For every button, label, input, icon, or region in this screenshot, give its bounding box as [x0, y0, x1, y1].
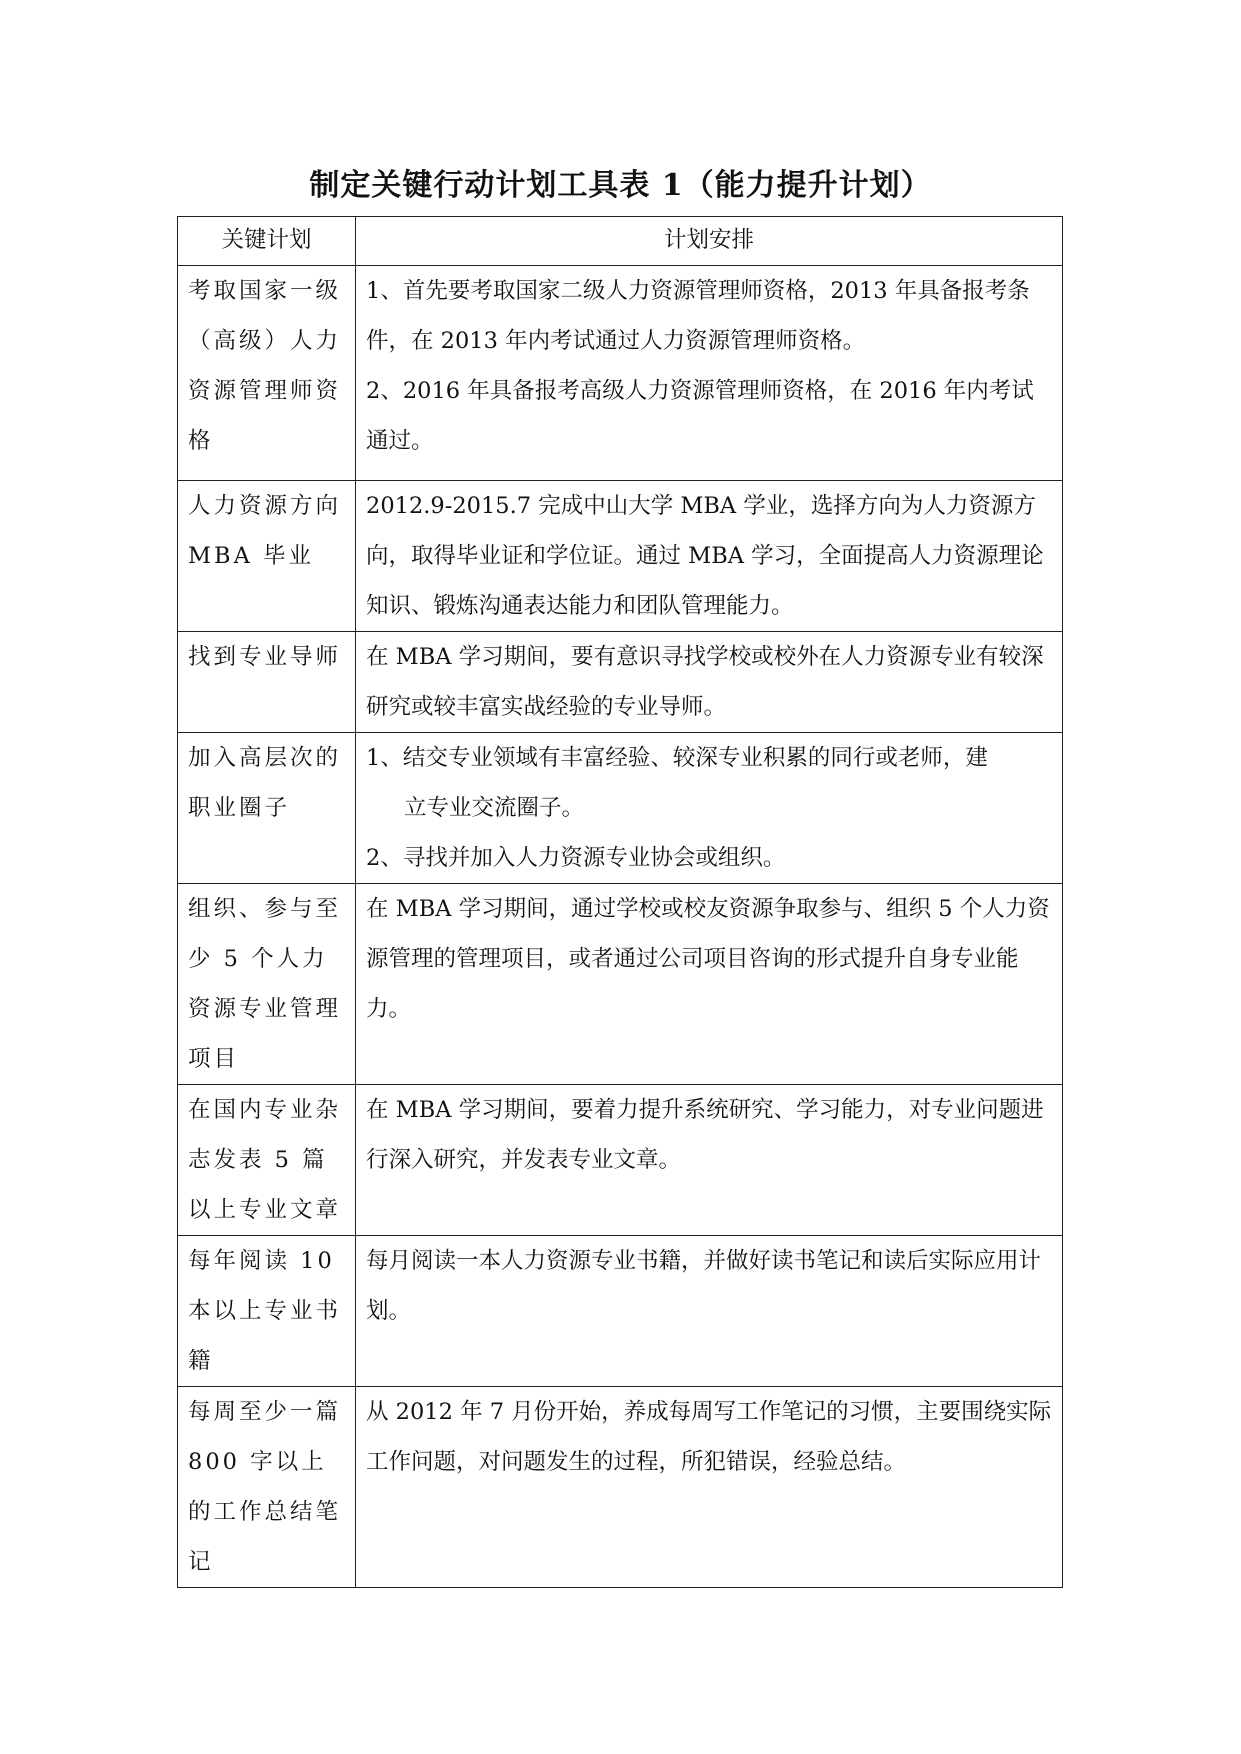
plan-arrangement-cell: [356, 1236, 1063, 1387]
plan-line: 在 MBA 学习期间，要有意识寻找学校或校外在人力资源专业有较深研究或较丰富实战经验的专业导师。: [366, 644, 1044, 720]
plan-arrangement-cell: [356, 1085, 1063, 1236]
header-plan-arrangement: 计划安排: [356, 217, 1063, 266]
key-plan-cell: 在国内专业杂志发表 5 篇以上专业文章: [178, 1085, 356, 1236]
plan-line: 2、2016 年具备报考高级人力资源管理师资格，在 2016 年内考试通过。: [366, 378, 1034, 454]
key-plan-cell: 找到专业导师: [178, 632, 356, 733]
table-row: [178, 481, 1063, 632]
table-row: [178, 884, 1063, 1085]
key-plan-cell: 每年阅读 10 本以上专业书籍: [178, 1236, 356, 1387]
plan-line: 在 MBA 学习期间，通过学校或校友资源争取参与、组织 5 个人力资源管理的管理项目，或者通过公司项目咨询的形式提升自身专业能力。: [366, 896, 1050, 1022]
header-key-plan: 关键计划: [178, 217, 356, 266]
key-plan-cell: 加入高层次的职业圈子: [178, 733, 356, 884]
plan-line: 1、结交专业领域有丰富经验、较深专业积累的同行或老师，建: [366, 745, 988, 771]
plan-line: 在 MBA 学习期间，要着力提升系统研究、学习能力，对专业问题进行深入研究，并发表专业文章。: [366, 1097, 1044, 1173]
plan-arrangement-cell: [356, 632, 1063, 733]
plan-line: 2012.9-2015.7 完成中山大学 MBA 学业，选择方向为人力资源方向，取得毕业证和学位证。通过 MBA 学习，全面提高人力资源理论知识、锻炼沟通表达能力和团队管理能力。: [366, 493, 1044, 619]
plan-arrangement-cell: [356, 481, 1063, 632]
action-plan-table: [177, 216, 1063, 1588]
table-row: [178, 733, 1063, 884]
key-plan-cell: 人力资源方向 MBA 毕业: [178, 481, 356, 632]
plan-arrangement-cell: [356, 1387, 1063, 1588]
page-title: 制定关键行动计划工具表 1（能力提升计划）: [309, 168, 932, 203]
plan-arrangement-cell: [356, 733, 1063, 884]
plan-line: 立专业交流圈子。: [404, 795, 585, 821]
plan-arrangement-cell: [356, 266, 1063, 481]
table-header-row: [178, 217, 1063, 266]
table-row: [178, 1085, 1063, 1236]
plan-arrangement-cell: [356, 884, 1063, 1085]
key-plan-cell: 组织、参与至少 5 个人力资源专业管理项目: [178, 884, 356, 1085]
plan-line: 从 2012 年 7 月份开始，养成每周写工作笔记的习惯，主要围绕实际工作问题，对问题发生的过程，所犯错误，经验总结。: [366, 1399, 1052, 1475]
key-plan-cell: 每周至少一篇 800 字以上的工作总结笔记: [178, 1387, 356, 1588]
key-plan-cell: 考取国家一级（高级）人力资源管理师资格: [178, 266, 356, 481]
table-row: [178, 1387, 1063, 1588]
table-row: [178, 1236, 1063, 1387]
table-row: [178, 632, 1063, 733]
plan-line: 2、寻找并加入人力资源专业协会或组织。: [366, 845, 786, 871]
table-row: [178, 266, 1063, 481]
plan-line: 1、首先要考取国家二级人力资源管理师资格，2013 年具备报考条件，在 2013 年内考试通过人力资源管理师资格。: [366, 278, 1030, 354]
plan-line: 每月阅读一本人力资源专业书籍，并做好读书笔记和读后实际应用计划。: [366, 1248, 1042, 1324]
